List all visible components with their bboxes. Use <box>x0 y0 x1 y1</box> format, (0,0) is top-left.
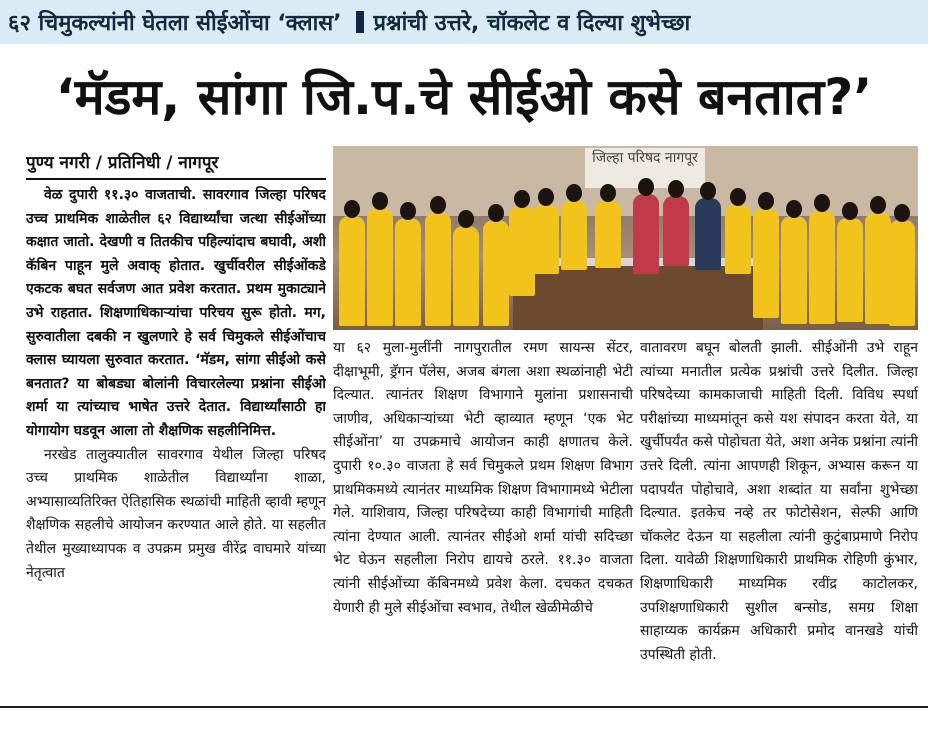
student-head <box>344 200 360 218</box>
body-paragraph: नरखेड तालुक्यातील सावरगाव येथील जिल्हा परिषद उच्च प्राथमिक शाळेतील विद्यार्थ्यांना शाळा, अभ्यासाव्यतिरिक्त ऐतिहासिक स्थळांची माहिती व्हावी म्हणून शैक्षणिक सहलीचे आयोजन करण्यात आले होते. या सहलीत तेथील मुख्याध्यापक व उपक्रम प्रमुख वीरेंद्र वाघमारे यांच्या नेतृत्वात <box>26 446 326 581</box>
student-head <box>842 202 858 220</box>
student-head <box>538 188 554 206</box>
student-figure <box>367 208 393 326</box>
student-figure <box>725 204 751 274</box>
kicker-bar <box>0 0 928 44</box>
student-figure <box>395 218 421 326</box>
kicker-right: प्रश्नांची उत्तरे, चॉकलेट व दिल्या शुभेच्छा <box>373 11 691 36</box>
article-column-1 <box>26 184 326 696</box>
body-paragraph: या ६२ मुला-मुलींनी नागपुरातील रमण सायन्स सेंटर, दीक्षाभूमी, ड्रॅगन पॅलेस, अजब बंगला अशा स्थळांनाही भेटी दिल्यात. त्यानंतर शिक्षण विभागाने मुलांना प्रशासनाची जाणीव, अधिकाऱ्यांच्या भेटी व्हाव्यात म्हणून ‘एक भेट सीईओंना’ या उपक्रमाचे आयोजन काही क्षणातच केले. दुपारी १०.३० वाजता हे सर्व चिमुकले प्रथम शिक्षण विभाग प्राथमिकमध्ये त्यानंतर माध्यमिक शिक्षण विभागामध्ये भेटीला गेले. याशिवाय, जिल्हा परिषदेच्या काही विभागांची माहिती त्यांना देण्यात आली. त्यानंतर सीईओ शर्मा यांची सदिच्छा भेट घेऊन सहलीला निरोप द्यायचे ठरले. ११.३० वाजता त्यांनी सीईओंच्या कॅबिनमध्ये प्रवेश केला. दचकत दचकत येणारी ही मुले सीईओंचा स्वभाव, तेथील खेळीमेळीचे <box>333 340 633 616</box>
bottom-rule <box>0 706 928 708</box>
student-figure <box>453 226 479 326</box>
student-head <box>566 184 582 202</box>
student-head <box>638 178 654 196</box>
student-head <box>668 180 684 198</box>
kicker-left: ६२ चिमुकल्यांनी घेतला सीईओंचा ‘क्लास’ <box>8 11 342 36</box>
student-head <box>430 196 446 214</box>
desk <box>513 266 763 330</box>
student-figure <box>533 204 559 274</box>
student-head <box>730 188 746 206</box>
student-figure <box>595 200 621 268</box>
student-figure <box>663 196 689 266</box>
student-head <box>786 200 802 218</box>
student-figure <box>809 210 835 324</box>
kicker-separator <box>356 11 364 33</box>
student-head <box>458 210 474 228</box>
student-figure <box>695 198 721 270</box>
office-sign: जिल्हा परिषद नागपूर <box>585 148 705 188</box>
article-column-2 <box>333 337 633 687</box>
student-figure <box>753 208 779 318</box>
student-figure <box>865 212 891 324</box>
student-figure <box>633 194 659 274</box>
article-column-3 <box>640 337 918 687</box>
student-head <box>894 204 910 222</box>
student-head <box>372 192 388 210</box>
student-figure <box>339 216 365 326</box>
student-head <box>700 182 716 200</box>
byline: पुण्य नगरी / प्रतिनिधी / नागपूर <box>26 150 326 180</box>
headline: ‘मॅडम, सांगा जि.प.चे सीईओ कसे बनतात?’ <box>55 68 873 126</box>
intro-paragraph: वेळ दुपारी ११.३० वाजताची. सावरगाव जिल्हा परिषद उच्च प्राथमिक शाळेतील ६२ विद्यार्थ्यांचा जत्था सीईओंच्या कक्षात जातो. देखणी व तितकीच पहिल्यांदाच बघावी, अशी कॅबिन पाहून मुले अवाक् होतात. खुर्चीवरील सीईओंकडे एकटक बघत सर्वजण आत प्रवेश करतात. प्रथम मुकाट्याने उभे राहतात. शिक्षणाधिकाऱ्यांचा परिचय सुरू होतो. मग, सुरुवातीला दबकी न खुलणारे हे सर्व चिमुकले सीईओंचाच क्लास घ्यायला सुरुवात करतात. ‘मॅडम, सांगा सीईओ कसे बनतात? या बोबड्या बोलांनी विचारलेल्या प्रश्नांना सीईओ शर्मा या त्यांच्याच भाषेत उत्तरे देतात. विद्यार्थ्यांसाठी हा योगायोग घडवून आला तो शैक्षणिक सहलीनिमित्त. <box>26 187 326 439</box>
student-head <box>400 202 416 220</box>
student-head <box>488 204 504 222</box>
student-figure <box>425 212 451 326</box>
student-figure <box>561 200 587 270</box>
student-head <box>870 196 886 214</box>
news-photo <box>333 146 918 330</box>
student-figure <box>483 220 509 326</box>
student-head <box>814 194 830 212</box>
student-figure <box>837 218 863 322</box>
student-head <box>758 192 774 210</box>
student-figure <box>509 206 535 296</box>
student-figure <box>889 220 915 326</box>
student-head <box>514 190 530 208</box>
body-paragraph: वातावरण बघून बोलती झाली. सीईओंनी उभे राहून त्यांच्या मनातील प्रत्येक प्रश्नांची उत्तरे दिलीत. जिल्हा परिषदेच्या कामकाजाची माहिती दिली. विविध स्पर्धा परीक्षांच्या माध्यमांतून कसे यश संपादन करता येते, या खुर्चीपर्यंत कसे पोहोचता येते, अशा अनेक प्रश्नांना त्यांनी उत्तरे दिली. त्यांना आपणही शिकून, अभ्यास करून या पदापर्यंत पोहोचावे, अशा शब्दांत या सर्वांना शुभेच्छा दिल्यात. इतकेच नव्हे तर फोटोसेशन, सेल्फी आणि चॉकलेट देऊन या सहलीला त्यांनी कुटुंबाप्रमाणे निरोप दिला. यावेळी शिक्षणाधिकारी प्राथमिक रोहिणी कुंभार, शिक्षणाधिकारी माध्यमिक रवींद्र काटोलकर, उपशिक्षणाधिकारी सुशील बन्सोड, समग्र शिक्षा साहाय्यक कार्यक्रम अधिकारी प्रमोद वानखडे यांची उपस्थिती होती. <box>640 340 918 663</box>
student-head <box>600 184 616 202</box>
student-figure <box>781 216 807 324</box>
